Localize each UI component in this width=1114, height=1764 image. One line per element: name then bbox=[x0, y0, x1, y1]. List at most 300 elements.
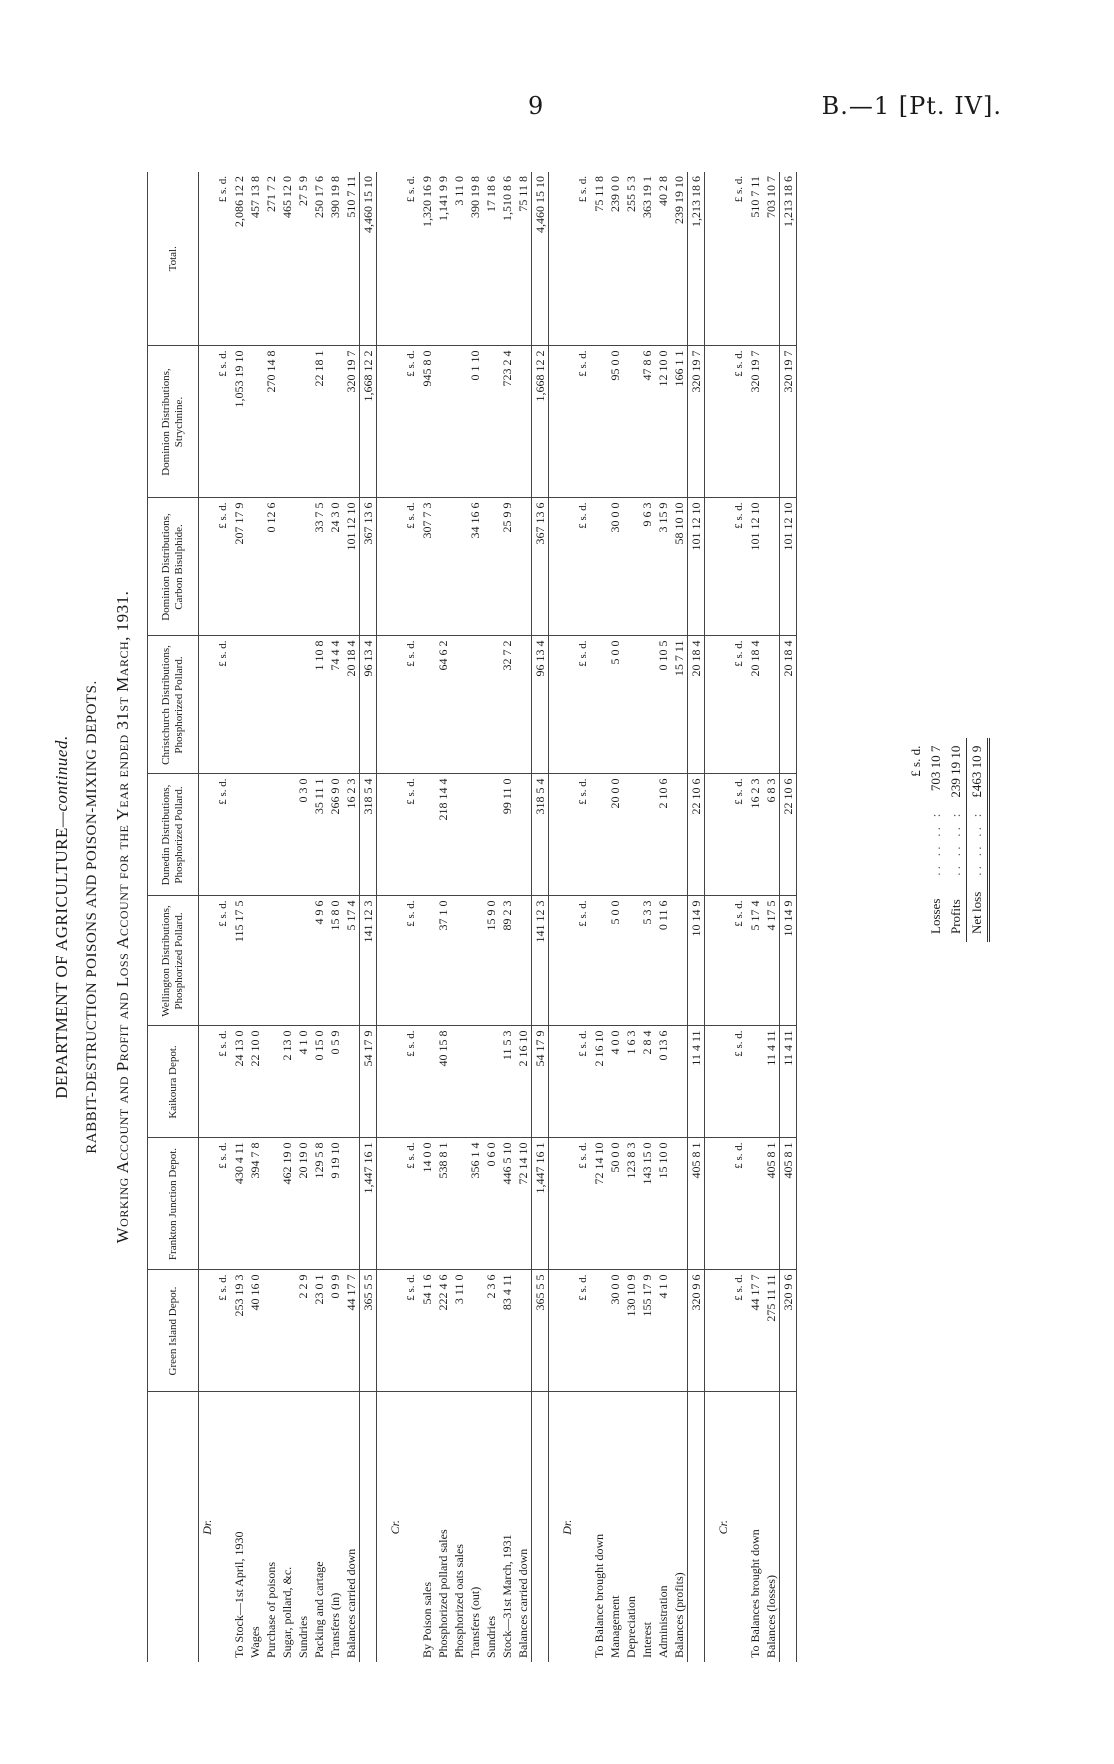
total-cell: 320 19 7 bbox=[780, 346, 797, 498]
row-label: Balances carried down bbox=[344, 1548, 358, 1658]
blank-cell bbox=[549, 346, 560, 498]
amount-cell bbox=[247, 636, 263, 774]
amount-cell: 123 8 3 bbox=[623, 1138, 639, 1270]
blank-cell bbox=[532, 1392, 549, 1662]
blank-cell bbox=[715, 1026, 731, 1138]
units-label: £ s. d. bbox=[215, 774, 231, 896]
amount-cell bbox=[231, 774, 247, 896]
amount-cell bbox=[483, 636, 499, 774]
amount-cell bbox=[295, 498, 311, 636]
amount-cell bbox=[295, 896, 311, 1026]
amount-cell: 89 2 3 bbox=[499, 896, 515, 1026]
units-label: £ s. d. bbox=[403, 498, 419, 636]
amount-cell bbox=[591, 896, 607, 1026]
blank-cell bbox=[199, 774, 216, 896]
page-number: 9 bbox=[528, 92, 544, 120]
blank-cell bbox=[377, 896, 388, 1026]
amount-cell bbox=[515, 346, 532, 498]
amount-cell: 356 1 4 bbox=[467, 1138, 483, 1270]
row-label: Balances carried down bbox=[516, 1548, 530, 1658]
amount-cell: 253 19 3 bbox=[231, 1270, 247, 1392]
amount-cell: 44 17 7 bbox=[747, 1270, 763, 1392]
table-row bbox=[247, 172, 263, 1662]
column-header: Total. bbox=[148, 172, 199, 346]
amount-cell: 390 19 8 bbox=[327, 172, 343, 346]
amount-cell: 130 10 9 bbox=[623, 1270, 639, 1392]
section-head-row bbox=[715, 172, 731, 1662]
row-label: Stock—31st March, 1931 bbox=[500, 1534, 514, 1658]
amount-cell: 34 16 6 bbox=[467, 498, 483, 636]
amount-cell: 5 3 3 bbox=[639, 896, 655, 1026]
amount-cell: 2 16 10 bbox=[591, 1026, 607, 1138]
losses-value: 703 10 7 bbox=[928, 745, 943, 792]
blank-cell bbox=[403, 1392, 419, 1662]
column-header: Kaikoura Depot. bbox=[148, 1026, 199, 1138]
dot-leader: . . . . . . : bbox=[967, 806, 989, 884]
amount-cell: 155 17 9 bbox=[639, 1270, 655, 1392]
amount-cell: 4 0 0 bbox=[607, 1026, 623, 1138]
amount-cell bbox=[623, 498, 639, 636]
total-cell: 54 17 9 bbox=[360, 1026, 377, 1138]
row-label: Transfers (out) bbox=[468, 1586, 482, 1658]
blank-cell bbox=[377, 498, 388, 636]
table-row bbox=[311, 172, 327, 1662]
amount-cell bbox=[343, 1138, 360, 1270]
amount-cell bbox=[435, 498, 451, 636]
amount-cell bbox=[263, 1138, 279, 1270]
blank-cell bbox=[377, 346, 388, 498]
section-head-row bbox=[199, 172, 216, 1662]
row-label: By Poison sales bbox=[420, 1581, 434, 1658]
amount-cell: 72 14 10 bbox=[591, 1138, 607, 1270]
amount-cell bbox=[467, 774, 483, 896]
amount-cell: 58 10 10 bbox=[671, 498, 688, 636]
table-row bbox=[515, 172, 532, 1662]
amount-cell: 0 12 6 bbox=[263, 498, 279, 636]
amount-cell: 266 9 0 bbox=[327, 774, 343, 896]
total-row bbox=[532, 172, 549, 1662]
amount-cell: 30 0 0 bbox=[607, 1270, 623, 1392]
blank-cell bbox=[387, 636, 403, 774]
amount-cell bbox=[763, 498, 780, 636]
total-cell: 318 5 4 bbox=[532, 774, 549, 896]
amount-cell bbox=[247, 896, 263, 1026]
amount-cell bbox=[747, 1138, 763, 1270]
amount-cell: 23 0 1 bbox=[311, 1270, 327, 1392]
blank-cell bbox=[715, 1138, 731, 1270]
amount-cell bbox=[671, 1270, 688, 1392]
table-row bbox=[263, 172, 279, 1662]
total-cell: 11 4 11 bbox=[688, 1026, 705, 1138]
amount-cell: 72 14 10 bbox=[515, 1138, 532, 1270]
total-cell: 318 5 4 bbox=[360, 774, 377, 896]
total-cell: 367 13 6 bbox=[532, 498, 549, 636]
amount-cell bbox=[467, 636, 483, 774]
amount-cell: 20 0 0 bbox=[607, 774, 623, 896]
amount-cell: 30 0 0 bbox=[607, 498, 623, 636]
amount-cell: 405 8 1 bbox=[763, 1138, 780, 1270]
amount-cell: 20 18 4 bbox=[343, 636, 360, 774]
amount-cell: 2,086 12 2 bbox=[231, 172, 247, 346]
row-label: Interest bbox=[640, 1622, 654, 1658]
amount-cell: 166 1 1 bbox=[671, 346, 688, 498]
blank-cell bbox=[215, 1392, 231, 1662]
amount-cell bbox=[747, 1026, 763, 1138]
amount-cell: 15 7 11 bbox=[671, 636, 688, 774]
row-label: Sugar, pollard, &c. bbox=[280, 1566, 294, 1658]
losses-label: Losses bbox=[928, 898, 943, 934]
table-row bbox=[327, 172, 343, 1662]
amount-cell bbox=[671, 774, 688, 896]
total-cell: 1,213 18 6 bbox=[780, 172, 797, 346]
blank-cell bbox=[199, 498, 216, 636]
amount-cell: 945 8 0 bbox=[419, 346, 435, 498]
row-label: Depreciation bbox=[624, 1596, 638, 1658]
total-cell: 11 4 11 bbox=[780, 1026, 797, 1138]
row-label: Transfers (in) bbox=[328, 1592, 342, 1658]
table-row bbox=[671, 172, 688, 1662]
blank-cell bbox=[387, 346, 403, 498]
amount-cell: 222 4 6 bbox=[435, 1270, 451, 1392]
blank-header bbox=[148, 1392, 199, 1662]
blank-cell bbox=[575, 1392, 591, 1662]
amount-cell bbox=[435, 346, 451, 498]
blank-cell bbox=[549, 172, 560, 346]
blank-cell bbox=[377, 636, 388, 774]
amount-cell bbox=[343, 1026, 360, 1138]
blank-cell bbox=[549, 1392, 560, 1662]
amount-cell: 24 13 0 bbox=[231, 1026, 247, 1138]
column-header: Frankton Junction Depot. bbox=[148, 1138, 199, 1270]
amount-cell bbox=[467, 1026, 483, 1138]
amount-cell bbox=[263, 896, 279, 1026]
blank-cell bbox=[559, 498, 575, 636]
amount-cell bbox=[263, 1026, 279, 1138]
amount-cell bbox=[591, 498, 607, 636]
units-label: £ s. d. bbox=[403, 346, 419, 498]
table-row bbox=[343, 172, 360, 1662]
blank-cell bbox=[387, 896, 403, 1026]
amount-cell bbox=[295, 636, 311, 774]
amount-cell: 27 5 9 bbox=[295, 172, 311, 346]
total-cell: 365 5 5 bbox=[532, 1270, 549, 1392]
amount-cell: 462 19 0 bbox=[279, 1138, 295, 1270]
blank-cell bbox=[780, 1392, 797, 1662]
amount-cell bbox=[279, 774, 295, 896]
blank-cell bbox=[549, 1270, 560, 1392]
amount-cell: 16 2 3 bbox=[747, 774, 763, 896]
amount-cell: 1,053 19 10 bbox=[231, 346, 247, 498]
units-label: £ s. d. bbox=[215, 1270, 231, 1392]
section-head-row bbox=[559, 172, 575, 1662]
amount-cell bbox=[671, 896, 688, 1026]
amount-cell bbox=[515, 636, 532, 774]
amount-cell: 75 11 8 bbox=[515, 172, 532, 346]
amount-cell bbox=[419, 1026, 435, 1138]
amount-cell bbox=[639, 774, 655, 896]
amount-cell: 275 11 11 bbox=[763, 1270, 780, 1392]
units-label: £ s. d. bbox=[215, 1138, 231, 1270]
units-label: £ s. d. bbox=[215, 1026, 231, 1138]
row-label: Wages bbox=[248, 1626, 262, 1658]
blank-cell bbox=[549, 1026, 560, 1138]
table-row bbox=[623, 172, 639, 1662]
section-head: Dr. bbox=[200, 1519, 214, 1535]
blank-cell bbox=[387, 1026, 403, 1138]
amount-cell bbox=[515, 896, 532, 1026]
units-label: £ s. d. bbox=[215, 172, 231, 346]
blank-cell bbox=[377, 1138, 388, 1270]
amount-cell: 12 10 0 bbox=[655, 346, 671, 498]
amount-cell bbox=[451, 498, 467, 636]
blank-cell bbox=[705, 498, 716, 636]
amount-cell: 465 12 0 bbox=[279, 172, 295, 346]
amount-cell: 54 1 6 bbox=[419, 1270, 435, 1392]
table-row bbox=[419, 172, 435, 1662]
column-header-row bbox=[148, 172, 199, 1662]
total-cell: 141 12 3 bbox=[532, 896, 549, 1026]
column-header: Dunedin Distributions, Phosphorized Pollard. bbox=[148, 774, 199, 896]
amount-cell: 20 18 4 bbox=[747, 636, 763, 774]
units-label: £ s. d. bbox=[575, 1270, 591, 1392]
amount-cell bbox=[483, 1026, 499, 1138]
amount-cell: 15 9 0 bbox=[483, 896, 499, 1026]
blank-cell bbox=[559, 1138, 575, 1270]
column-header: Dominion Distributions, Strychnine. bbox=[148, 346, 199, 498]
blank-cell bbox=[377, 1026, 388, 1138]
table-row bbox=[607, 172, 623, 1662]
amount-cell bbox=[263, 636, 279, 774]
units-label: £ s. d. bbox=[731, 1026, 747, 1138]
row-label: Balances (profits) bbox=[672, 1572, 686, 1658]
amount-cell: 0 6 0 bbox=[483, 1138, 499, 1270]
amount-cell bbox=[483, 346, 499, 498]
row-label: Management bbox=[608, 1595, 622, 1658]
row-label: To Balance brought down bbox=[592, 1533, 606, 1658]
account-heading: Working Account and Profit and Loss Account for the Year ended 31st March, 1931. bbox=[113, 590, 132, 1244]
amount-cell: 11 4 11 bbox=[763, 1026, 780, 1138]
amount-cell bbox=[419, 896, 435, 1026]
total-cell: 365 5 5 bbox=[360, 1270, 377, 1392]
units-label: £ s. d. bbox=[403, 636, 419, 774]
units-label: £ s. d. bbox=[215, 498, 231, 636]
amount-cell bbox=[671, 1138, 688, 1270]
amount-cell: 25 9 9 bbox=[499, 498, 515, 636]
blank-cell bbox=[377, 1270, 388, 1392]
amount-cell: 4 1 0 bbox=[295, 1026, 311, 1138]
row-label: Purchase of poisons bbox=[264, 1562, 278, 1658]
profits-label: Profits bbox=[948, 899, 963, 934]
table-row bbox=[763, 172, 780, 1662]
amount-cell: 3 11 0 bbox=[451, 1270, 467, 1392]
rotated-sheet bbox=[46, 172, 1026, 1662]
amount-cell: 33 7 5 bbox=[311, 498, 327, 636]
amount-cell: 6 8 3 bbox=[763, 774, 780, 896]
amount-cell bbox=[763, 636, 780, 774]
blank-cell bbox=[705, 346, 716, 498]
amount-cell bbox=[247, 498, 263, 636]
amount-cell: 129 5 8 bbox=[311, 1138, 327, 1270]
row-label: Sundries bbox=[296, 1616, 310, 1658]
total-cell: 101 12 10 bbox=[780, 498, 797, 636]
amount-cell: 5 0 0 bbox=[607, 896, 623, 1026]
amount-cell bbox=[327, 346, 343, 498]
total-cell: 1,213 18 6 bbox=[688, 172, 705, 346]
page-reference: B.—1 [Pt. IV]. bbox=[821, 92, 1002, 120]
amount-cell: 2 13 0 bbox=[279, 1026, 295, 1138]
amount-cell: 22 10 0 bbox=[247, 1026, 263, 1138]
units-label: £ s. d. bbox=[575, 498, 591, 636]
blank-cell bbox=[559, 774, 575, 896]
blank-cell bbox=[360, 1392, 377, 1662]
amount-cell bbox=[279, 1270, 295, 1392]
amount-cell: 255 5 3 bbox=[623, 172, 639, 346]
amount-cell bbox=[763, 346, 780, 498]
amount-cell: 24 3 0 bbox=[327, 498, 343, 636]
amount-cell: 40 16 0 bbox=[247, 1270, 263, 1392]
total-cell: 1,447 16 1 bbox=[360, 1138, 377, 1270]
units-label: £ s. d. bbox=[575, 1138, 591, 1270]
amount-cell: 1 6 3 bbox=[623, 1026, 639, 1138]
total-cell: 10 14 9 bbox=[688, 896, 705, 1026]
table-row bbox=[279, 172, 295, 1662]
amount-cell: 2 3 6 bbox=[483, 1270, 499, 1392]
amount-cell: 2 2 9 bbox=[295, 1270, 311, 1392]
units-label: £ s. d. bbox=[575, 774, 591, 896]
amount-cell: 1 10 8 bbox=[311, 636, 327, 774]
dot-leader: . . . . . . : bbox=[948, 813, 963, 876]
units-label: £ s. d. bbox=[731, 346, 747, 498]
continued-note: —continued. bbox=[52, 735, 71, 828]
amount-cell: 44 17 7 bbox=[343, 1270, 360, 1392]
total-cell: 20 18 4 bbox=[688, 636, 705, 774]
table-row bbox=[231, 172, 247, 1662]
department-title: DEPARTMENT OF AGRICULTURE bbox=[52, 827, 71, 1099]
amount-cell: 4 1 0 bbox=[655, 1270, 671, 1392]
blank-cell bbox=[377, 172, 388, 346]
amount-cell: 510 7 11 bbox=[747, 172, 763, 346]
amount-cell: 250 17 6 bbox=[311, 172, 327, 346]
blank-cell bbox=[549, 896, 560, 1026]
blank-cell bbox=[715, 774, 731, 896]
amount-cell: 2 8 4 bbox=[639, 1026, 655, 1138]
amount-cell: 207 17 9 bbox=[231, 498, 247, 636]
total-cell: 96 13 4 bbox=[360, 636, 377, 774]
total-cell: 4,460 15 10 bbox=[360, 172, 377, 346]
blank-cell bbox=[715, 498, 731, 636]
amount-cell: 270 14 8 bbox=[263, 346, 279, 498]
amount-cell bbox=[623, 774, 639, 896]
amount-cell: 0 9 9 bbox=[327, 1270, 343, 1392]
blank-cell bbox=[549, 1138, 560, 1270]
spacer-row bbox=[549, 172, 560, 1662]
net-loss-label: Net loss bbox=[967, 884, 989, 942]
amount-cell: 320 19 7 bbox=[343, 346, 360, 498]
row-label: Sundries bbox=[484, 1616, 498, 1658]
amount-cell bbox=[467, 896, 483, 1026]
blank-cell bbox=[559, 896, 575, 1026]
table-row bbox=[747, 172, 763, 1662]
amount-cell: 3 11 0 bbox=[451, 172, 467, 346]
column-header: Christchurch Distributions, Phosphorized Pollard. bbox=[148, 636, 199, 774]
amount-cell: 394 7 8 bbox=[247, 1138, 263, 1270]
units-label: £ s. d. bbox=[215, 896, 231, 1026]
blank-cell bbox=[199, 896, 216, 1026]
amount-cell: 1,320 16 9 bbox=[419, 172, 435, 346]
amount-cell: 2 10 6 bbox=[655, 774, 671, 896]
amount-cell bbox=[591, 774, 607, 896]
blank-cell bbox=[549, 774, 560, 896]
amount-cell bbox=[263, 1270, 279, 1392]
section-head: Dr. bbox=[560, 1519, 574, 1535]
amount-cell: 5 17 4 bbox=[343, 896, 360, 1026]
total-cell: 367 13 6 bbox=[360, 498, 377, 636]
table-row bbox=[467, 172, 483, 1662]
amount-cell: 4 9 6 bbox=[311, 896, 327, 1026]
amount-cell: 218 14 4 bbox=[435, 774, 451, 896]
units-label: £ s. d. bbox=[403, 1270, 419, 1392]
amount-cell bbox=[279, 636, 295, 774]
net-loss-summary bbox=[906, 738, 990, 942]
amount-cell bbox=[247, 774, 263, 896]
blank-cell bbox=[731, 1392, 747, 1662]
amount-cell bbox=[623, 896, 639, 1026]
blank-cell bbox=[715, 636, 731, 774]
units-label: £ s. d. bbox=[575, 636, 591, 774]
units-label: £ s. d. bbox=[575, 1026, 591, 1138]
amount-cell: 239 0 0 bbox=[607, 172, 623, 346]
section-head: Cr. bbox=[716, 1520, 730, 1535]
total-cell: 320 9 6 bbox=[780, 1270, 797, 1392]
amount-cell: 9 19 10 bbox=[327, 1138, 343, 1270]
amount-cell bbox=[483, 498, 499, 636]
blank-cell bbox=[387, 172, 403, 346]
units-label: £ s. d. bbox=[731, 498, 747, 636]
amount-cell: 40 15 8 bbox=[435, 1026, 451, 1138]
amount-cell: 37 1 0 bbox=[435, 896, 451, 1026]
amount-cell: 446 5 10 bbox=[499, 1138, 515, 1270]
blank-cell bbox=[559, 1026, 575, 1138]
blank-cell bbox=[377, 1392, 388, 1662]
amount-cell: 0 5 9 bbox=[327, 1026, 343, 1138]
total-cell: 405 8 1 bbox=[688, 1138, 705, 1270]
row-label: To Stock—1st April, 1930 bbox=[232, 1531, 246, 1658]
blank-cell bbox=[199, 172, 216, 346]
amount-cell: 723 2 4 bbox=[499, 346, 515, 498]
units-label: £ s. d. bbox=[403, 172, 419, 346]
total-cell: 22 10 6 bbox=[780, 774, 797, 896]
amount-cell: 271 7 2 bbox=[263, 172, 279, 346]
amount-cell: 95 0 0 bbox=[607, 346, 623, 498]
amount-cell: 457 13 8 bbox=[247, 172, 263, 346]
blank-cell bbox=[559, 172, 575, 346]
units-label: £ s. d. bbox=[731, 636, 747, 774]
amount-cell: 17 18 6 bbox=[483, 172, 499, 346]
amount-cell bbox=[515, 774, 532, 896]
amount-cell: 15 8 0 bbox=[327, 896, 343, 1026]
units-label: £ s. d. bbox=[731, 774, 747, 896]
dot-leader: . . . . . . : bbox=[928, 813, 943, 876]
amount-cell bbox=[231, 636, 247, 774]
amount-cell bbox=[591, 636, 607, 774]
amount-cell: 14 0 0 bbox=[419, 1138, 435, 1270]
blank-cell bbox=[559, 1270, 575, 1392]
amount-cell bbox=[263, 774, 279, 896]
row-label: To Balances brought down bbox=[748, 1529, 762, 1658]
units-label: £ s. d. bbox=[403, 1138, 419, 1270]
amount-cell: 3 15 9 bbox=[655, 498, 671, 636]
amount-cell bbox=[623, 346, 639, 498]
